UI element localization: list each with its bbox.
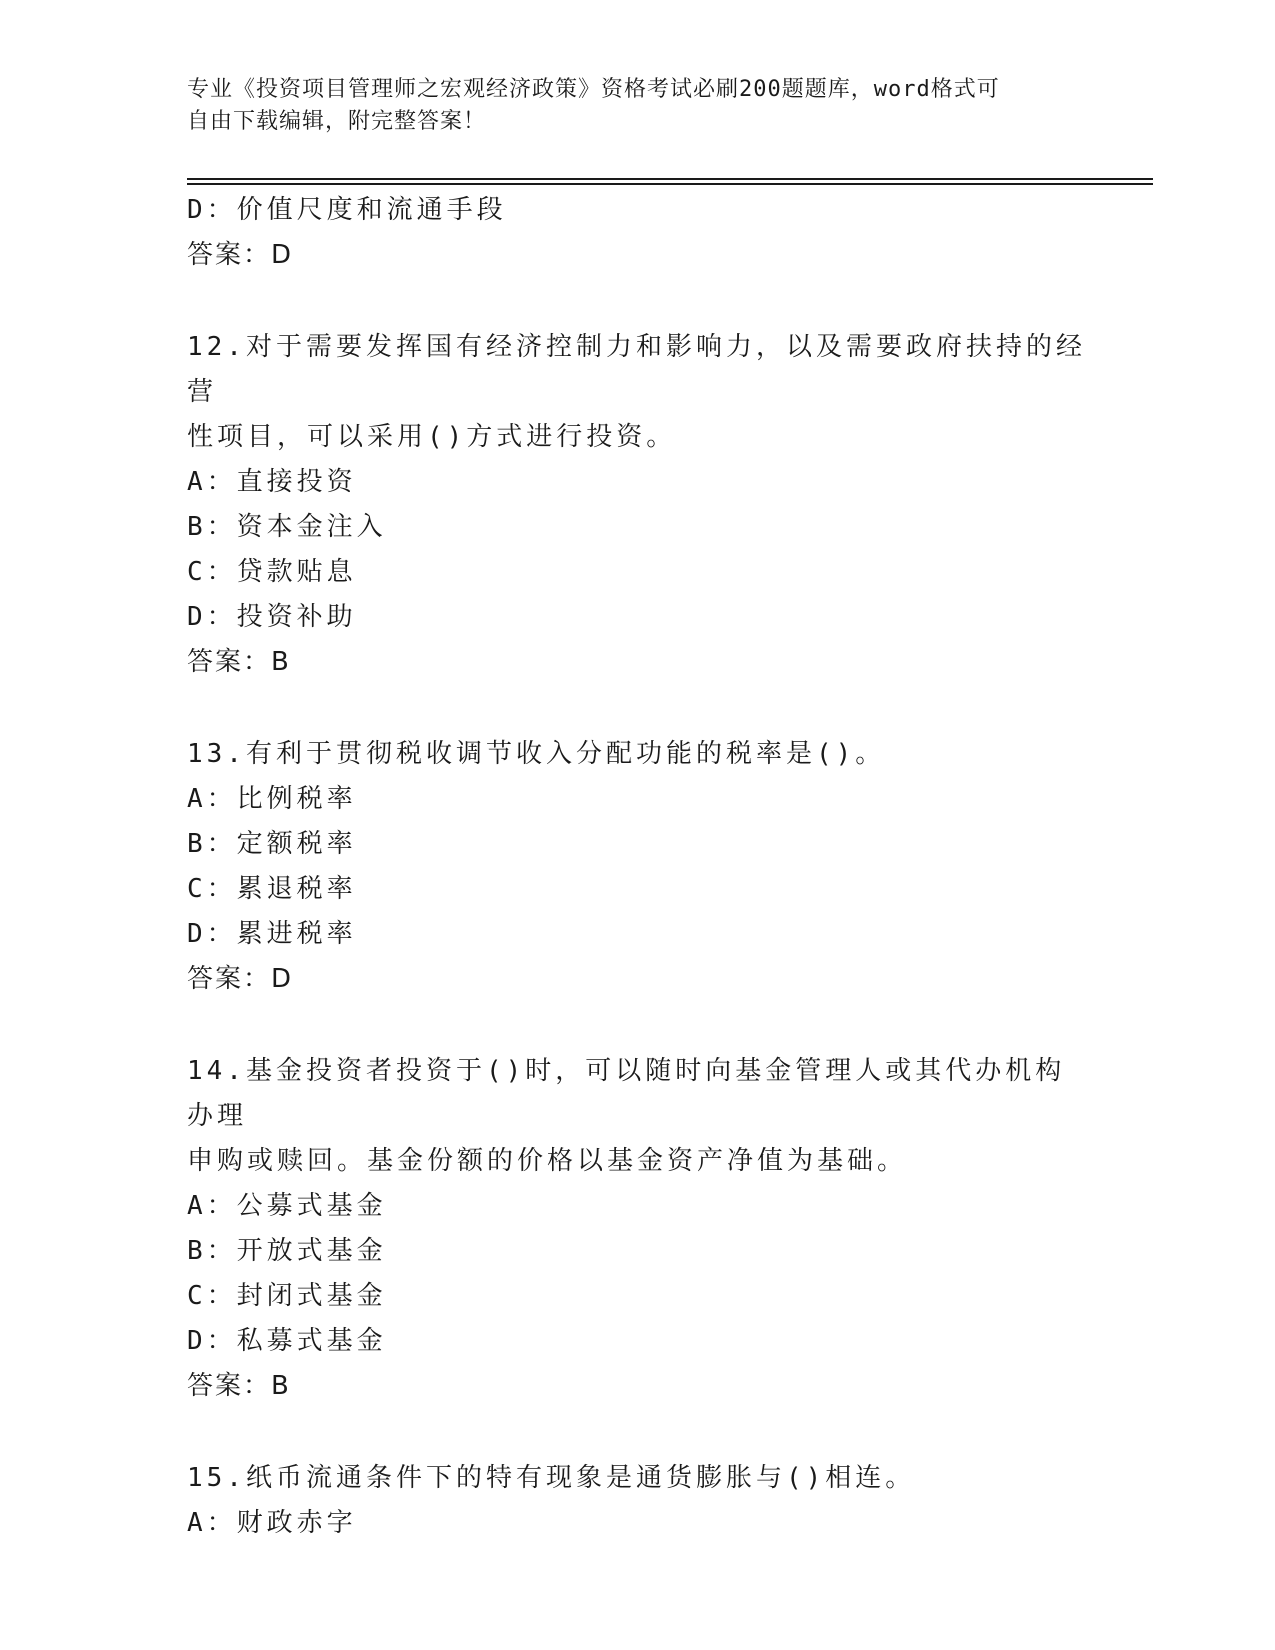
- question-stem-line-2: 性项目，可以采用()方式进行投资。: [187, 422, 677, 452]
- header-line-1: 专业《投资项目管理师之宏观经济政策》资格考试必刷200题题库，word格式可: [187, 77, 1000, 102]
- answer: 答案：B: [187, 647, 291, 677]
- option-b: B：资本金注入: [187, 512, 387, 542]
- question-stem-line-1: 13.有利于贯彻税收调节收入分配功能的税率是()。: [187, 739, 886, 769]
- answer: 答案：D: [187, 964, 294, 994]
- option-c: C：贷款贴息: [187, 557, 357, 587]
- question-stem-line-1: 14.基金投资者投资于()时，可以随时向基金管理人或其代办机构办理: [187, 1056, 1066, 1131]
- option-d: D：投资补助: [187, 602, 357, 632]
- question-stem-line-2: 申购或赎回。基金份额的价格以基金资产净值为基础。: [187, 1146, 908, 1176]
- question-stem-line-1: 12.对于需要发挥国有经济控制力和影响力，以及需要政府扶持的经营: [187, 332, 1086, 407]
- option-b: B：定额税率: [187, 829, 357, 859]
- option-b: B：开放式基金: [187, 1236, 387, 1266]
- answer: 答案：B: [187, 1371, 291, 1401]
- option-a: A：直接投资: [187, 467, 357, 497]
- option-a: A：财政赤字: [187, 1508, 357, 1538]
- question-stem-line-1: 15.纸币流通条件下的特有现象是通货膨胀与()相连。: [187, 1463, 916, 1493]
- question-15: [187, 1456, 1087, 1546]
- header-divider-top: [187, 178, 1153, 180]
- answer: 答案：D: [187, 240, 294, 270]
- document-body: [187, 188, 1087, 1546]
- question-11-tail: [187, 188, 1087, 278]
- option-d: D：私募式基金: [187, 1326, 387, 1356]
- option-c: C：累退税率: [187, 874, 357, 904]
- option-c: C：封闭式基金: [187, 1281, 387, 1311]
- header-line-2: 自由下载编辑，附完整答案！: [187, 109, 487, 134]
- question-14: [187, 1049, 1087, 1409]
- option-d: D：累进税率: [187, 919, 357, 949]
- question-12: [187, 325, 1087, 685]
- option-d: D：价值尺度和流通手段: [187, 195, 507, 225]
- header-divider-bottom: [187, 183, 1153, 185]
- option-a: A：比例税率: [187, 784, 357, 814]
- option-a: A：公募式基金: [187, 1191, 387, 1221]
- question-13: [187, 732, 1087, 1002]
- document-header: [187, 74, 1067, 138]
